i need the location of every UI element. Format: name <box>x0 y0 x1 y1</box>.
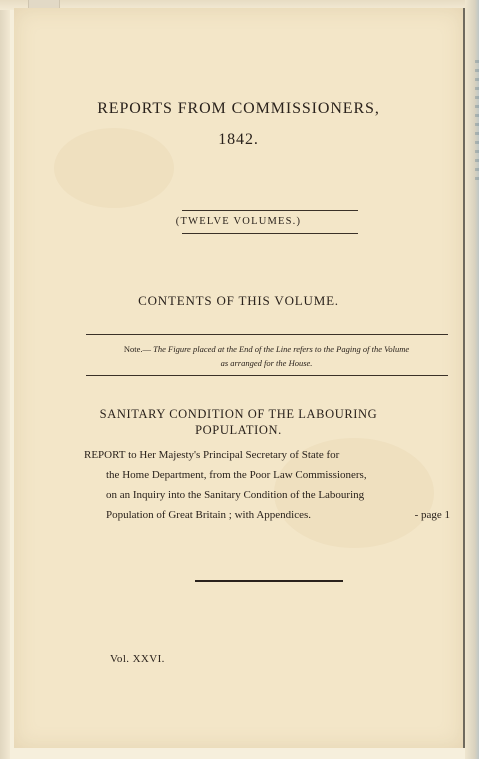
divider-rule <box>86 334 448 335</box>
report-line-3: on an Inquiry into the Sanitary Condition of the Labouring <box>106 489 365 501</box>
report-line-2: the Home Department, from the Poor Law Commissioners, <box>106 469 367 481</box>
closing-rule <box>195 580 343 582</box>
note-line2: as arranged for the House. <box>220 358 313 368</box>
divider-rule <box>86 375 448 376</box>
divider-rule <box>182 210 358 211</box>
divider-rule <box>182 233 358 234</box>
volumes-note: (TWELVE VOLUMES.) <box>175 216 302 227</box>
paging-note <box>84 342 449 370</box>
section-heading <box>14 406 463 438</box>
note-label: Note.— <box>123 344 152 354</box>
report-entry <box>84 445 450 525</box>
note-line1: The Figure placed at the End of the Line refers to the Paging of the Volume <box>153 344 410 354</box>
document-page <box>14 8 465 748</box>
report-line-4 <box>84 505 450 525</box>
report-year: 1842. <box>218 131 259 148</box>
volume-label: Vol. XXVI. <box>110 653 165 665</box>
report-line-4-text: Population of Great Britain ; with Appendices. <box>106 509 311 521</box>
scan-edge-marks <box>475 60 479 180</box>
section-heading-line1: SANITARY CONDITION OF THE LABOURING <box>99 407 378 421</box>
report-title: REPORTS FROM COMMISSIONERS, <box>97 100 380 117</box>
report-line-1: REPORT to Her Majesty's Principal Secretary of State for <box>84 449 340 461</box>
contents-heading: CONTENTS OF THIS VOLUME. <box>138 293 339 308</box>
section-heading-line2: POPULATION. <box>195 423 282 437</box>
scan-edge-left <box>0 0 10 759</box>
page-reference: - page 1 <box>414 509 450 521</box>
